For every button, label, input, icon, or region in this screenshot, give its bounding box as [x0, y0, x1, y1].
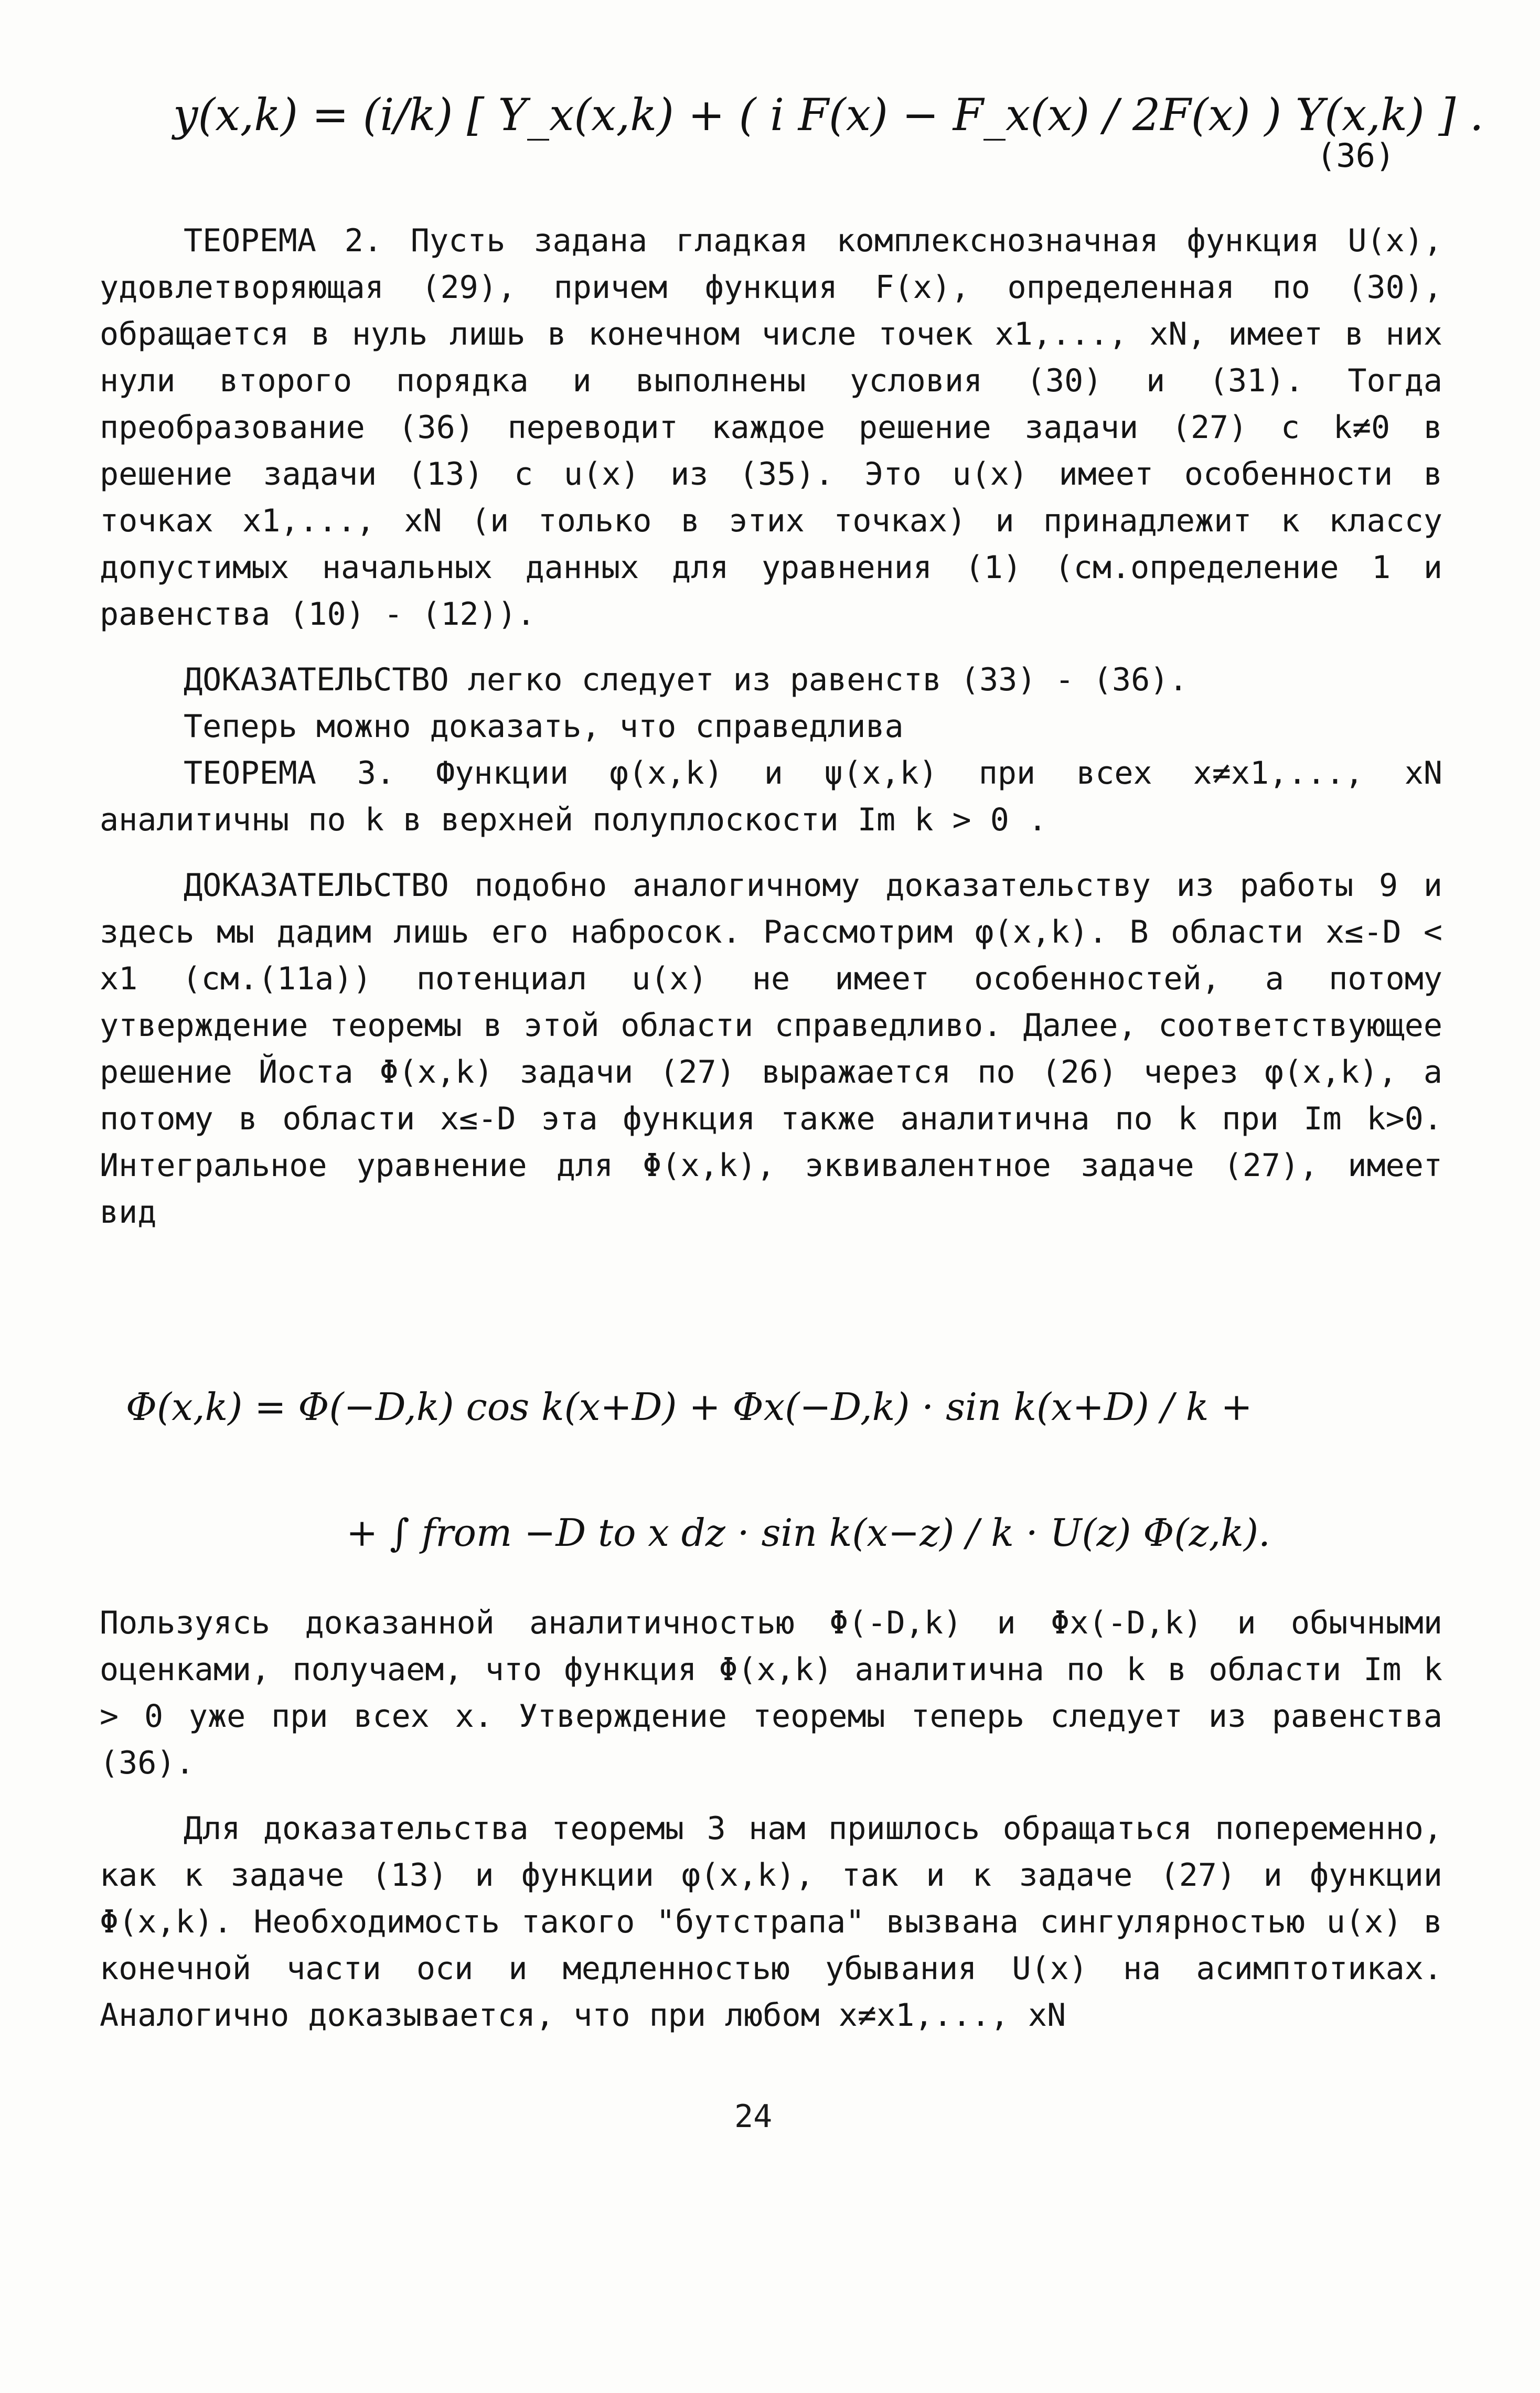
- proof-3: ДОКАЗАТЕЛЬСТВО подобно аналогичному доказательству из работы 9 и здесь мы дадим лишь его набросок. Рассмотрим φ(x,k). В области x≤-D < x1 (см.(11a)) потенциал u(x) не имеет особенностей, а потому утверждение теоремы в этой области справедливо. Далее, соответствующее решение Йоста Φ(x,k) задачи (27) выражается по (26) через φ(x,k), а потому в области x≤-D эта функция также аналитична по k при Im k>0. Интегральное уравнение для Φ(x,k), эквивалентное задаче (27), имеет вид: [100, 867, 1442, 1231]
- equation-36: y(x,k) = (i/k) [ Y_x(x,k) + ( i F(x) − F_x(x) / 2F(x) ) Y(x,k) ] .: [173, 89, 1484, 141]
- theorem-3: ТЕОРЕМА 3. Функции φ(x,k) и ψ(x,k) при всех x≠x1,..., xN аналитичны по k в верхней полуплоскости Im k > 0 .: [100, 755, 1442, 838]
- after-equation-paragraph: Пользуясь доказанной аналитичностью Φ(-D,k) и Φx(-D,k) и обычными оценками, получаем, что функция Φ(x,k) аналитична по k в области Im k > 0 уже при всех x. Утверждение теоремы теперь следует из равенства (36).: [100, 1605, 1442, 1781]
- theorem-2: ТЕОРЕМА 2. Пусть задана гладкая комплекснозначная функция U(x), удовлетворяющая (29), причем функция F(x), определенная по (30), обращается в нуль лишь в конечном числе точек x1,..., xN, имеет в них нули второго порядка и выполнены условия (30) и (31). Тогда преобразование (36) переводит каждое решение задачи (27) с k≠0 в решение задачи (13) с u(x) из (35). Это u(x) имеет особенности в точках x1,..., xN (и только в этих точках) и принадлежит к классу допустимых начальных данных для уравнения (1) (см.определение 1 и равенства (10) - (12)).: [100, 222, 1442, 633]
- equation-number: (36): [1317, 136, 1395, 175]
- text-block-upper: [100, 218, 1442, 1236]
- page-number: 24: [734, 2098, 773, 2135]
- integral-equation-line-2: + ∫ from −D to x dz · sin k(x−z) / k · U(z) Φ(z,k).: [346, 1511, 1270, 1555]
- proof-2: ДОКАЗАТЕЛЬСТВО легко следует из равенств (33) - (36).: [184, 661, 1188, 698]
- integral-equation-line-1: Φ(x,k) = Φ(−D,k) cos k(x+D) + Φx(−D,k) · sin k(x+D) / k +: [126, 1385, 1253, 1429]
- bootstrap-paragraph: Для доказательства теоремы 3 нам пришлось обращаться попеременно, как к задаче (13) и функции φ(x,k), так и к задаче (27) и функции Φ(x,k). Необходимость такого "бутстрапа" вызвана сингулярностью u(x) в конечной части оси и медленностью убывания U(x) на асимптотиках. Аналогично доказывается, что при любом x≠x1,..., xN: [100, 1810, 1442, 2034]
- intro-theorem-3: Теперь можно доказать, что справедлива: [184, 708, 904, 745]
- text-block-lower: [100, 1600, 1442, 2039]
